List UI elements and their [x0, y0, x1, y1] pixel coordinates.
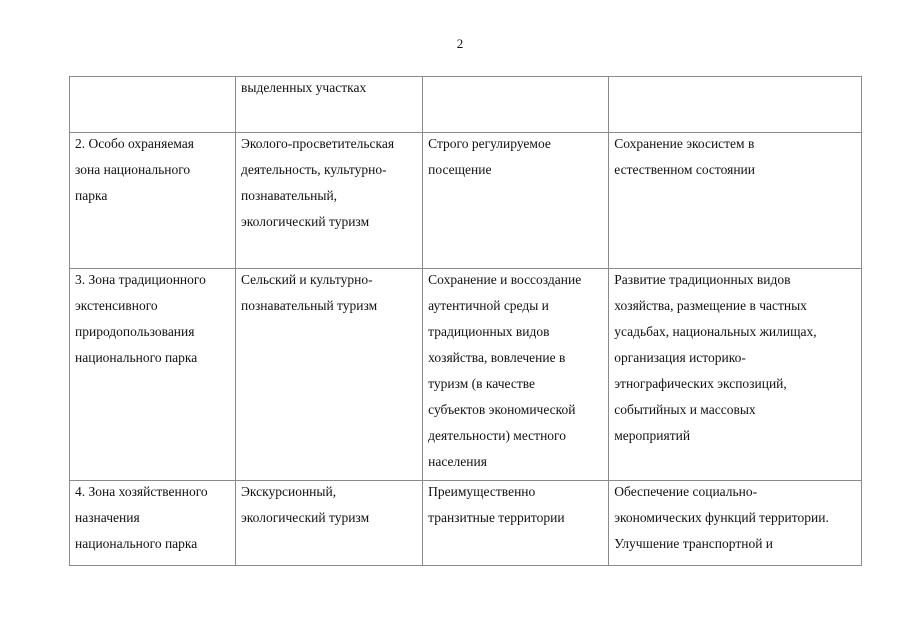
table-row: [70, 77, 862, 133]
cell-text: Строго регулируемое посещение: [428, 136, 551, 177]
table-cell-purpose: [609, 77, 862, 133]
table-cell-zone: [70, 269, 236, 481]
cell-text: Развитие традиционных видов хозяйства, размещение в частных усадьбах, национальных жилищах, организация историко- этнографических экспозиций, событийных и массовых мероприятий: [614, 272, 817, 443]
cell-text: Эколого-просветительская деятельность, культурно- познавательный, экологический туризм: [241, 136, 395, 229]
page-number: 2: [456, 36, 464, 51]
cell-text: Сельский и культурно- познавательный туризм: [241, 272, 378, 313]
cell-text: 3. Зона традиционного экстенсивного природопользования национального парка: [75, 272, 206, 365]
table-row: [70, 481, 862, 566]
cell-text: 4. Зона хозяйственного назначения национального парка: [75, 484, 208, 551]
cell-text: 2. Особо охраняемая зона национального парка: [75, 136, 194, 203]
table-cell-regime: [423, 77, 609, 133]
cell-text: Обеспечение социально- экономических функций территории. Улучшение транспортной и: [614, 484, 829, 551]
cell-text: Сохранение экосистем в естественном состоянии: [614, 136, 756, 177]
table-cell-zone: [70, 133, 236, 269]
cell-text: выделенных участках: [241, 80, 367, 95]
table-cell-regime: [423, 269, 609, 481]
table-cell-zone: [70, 77, 236, 133]
cell-text: Преимущественно транзитные территории: [428, 484, 565, 525]
cell-text: Сохранение и воссоздание аутентичной среды и традиционных видов хозяйства, вовлечение в туризм (в качестве субъектов экономической деятельности) местного населения: [428, 272, 582, 469]
table-row: [70, 269, 862, 481]
table-cell-tourism-type: [236, 77, 423, 133]
table-cell-regime: [423, 133, 609, 269]
table-cell-tourism-type: [236, 481, 423, 566]
table-cell-tourism-type: [236, 269, 423, 481]
table-cell-purpose: [609, 269, 862, 481]
table-cell-purpose: [609, 133, 862, 269]
cell-text: Экскурсионный, экологический туризм: [241, 484, 370, 525]
table-cell-regime: [423, 481, 609, 566]
zones-table: [69, 76, 862, 566]
table-cell-zone: [70, 481, 236, 566]
table-cell-purpose: [609, 481, 862, 566]
table-row: [70, 133, 862, 269]
table-cell-tourism-type: [236, 133, 423, 269]
